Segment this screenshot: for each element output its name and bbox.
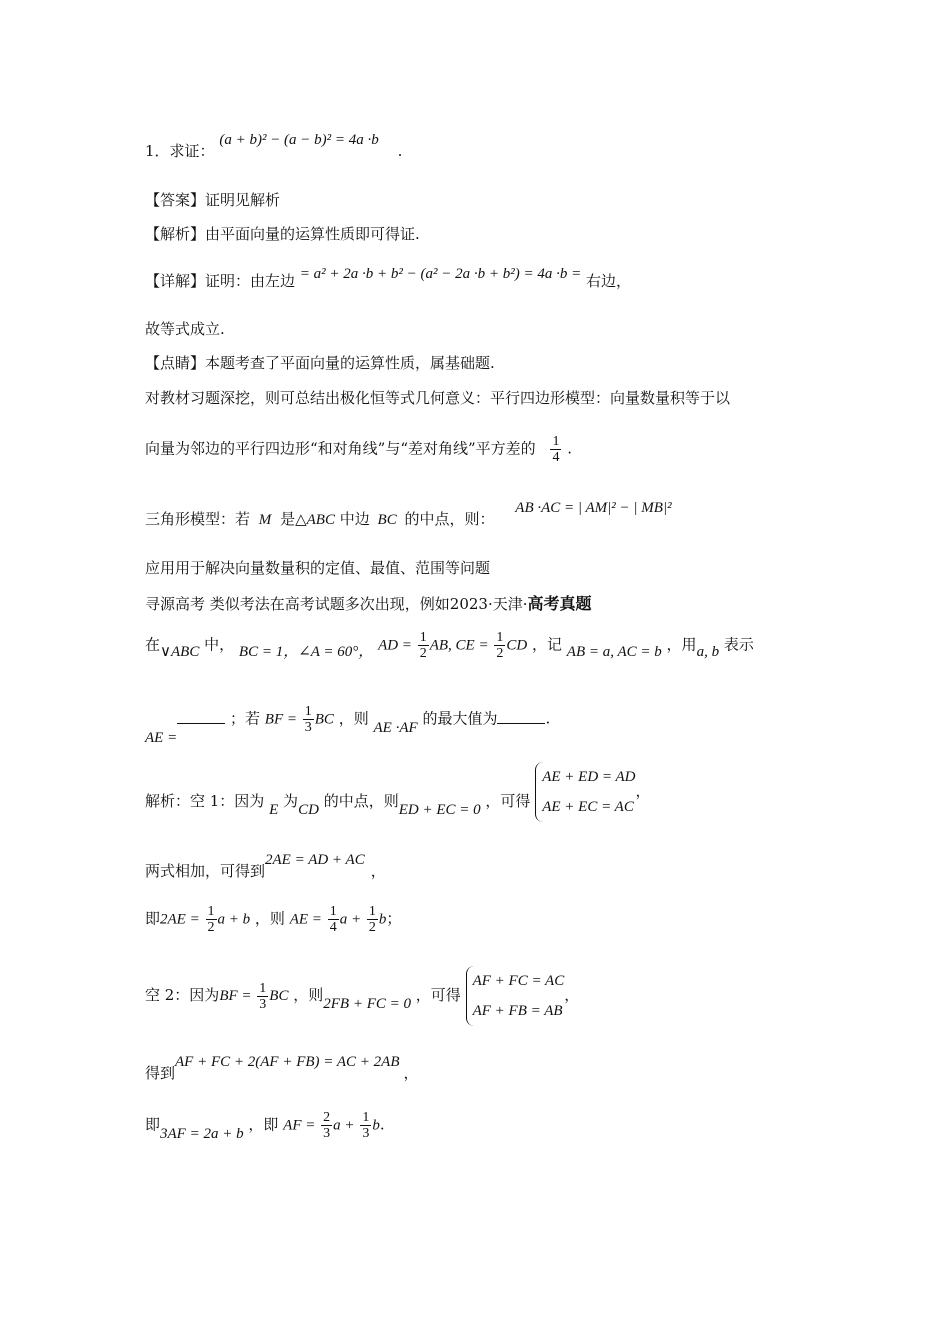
problem-t2: 中， xyxy=(204,635,235,654)
sum-equation: 2AE = AD + AC xyxy=(265,852,365,868)
final-t1: 即 xyxy=(145,1115,161,1134)
fraction-numerator: 1 xyxy=(329,904,337,919)
fraction-numerator: 1 xyxy=(419,630,427,645)
polarization-formula: AB ·AC = | AM|² − | MB|² xyxy=(515,500,672,516)
sum-t1: 两式相加，可得到 xyxy=(145,862,266,880)
sol1-t3: 的中点，则 xyxy=(323,792,399,810)
detail-line xyxy=(145,262,632,290)
given-conditions: BC = 1，∠A = 60°， xyxy=(238,643,374,660)
problem2-t2: ，则 xyxy=(338,709,369,728)
segment-cd: CD xyxy=(298,802,319,818)
eq-a-plus: a + xyxy=(339,911,362,928)
vector-ad: AD = xyxy=(378,637,412,654)
eq-3af: 3AF = 2a + b xyxy=(160,1125,244,1142)
solution-2 xyxy=(145,966,579,1026)
fraction-third-3 xyxy=(360,1110,371,1141)
eq-b-2: b xyxy=(372,1117,380,1134)
paragraph-2-text: 向量为邻边的平行四边形“和对角线”与“差对角线”平方差的 xyxy=(145,439,536,458)
dot-product: AE ·AF xyxy=(373,719,418,736)
problem2-end: . xyxy=(545,709,551,728)
triangle-text-1: 三角形模型：若 xyxy=(145,510,251,528)
sol1-t4: ，可得 xyxy=(485,792,531,810)
eq-a-plus-2: a + xyxy=(333,1117,355,1134)
fraction-third xyxy=(303,704,314,735)
fraction-denominator: 3 xyxy=(259,996,267,1012)
triangle-text-3: 中边 xyxy=(339,510,370,528)
vectors-a-b: a, b xyxy=(696,643,720,660)
fraction-denominator: 2 xyxy=(207,920,215,935)
sol1-end: ， xyxy=(635,782,651,800)
equation-system-1 xyxy=(535,762,635,822)
detail-formula: = a² + 2a ·b + b² − (a² − 2a ·b + b²) = 4a ·b = xyxy=(299,266,582,282)
question-suffix: . xyxy=(397,142,403,160)
sum-end: ， xyxy=(370,862,386,880)
fraction-half-3 xyxy=(206,904,217,935)
equation-system-2 xyxy=(466,966,565,1026)
detail-prefix: 【详解】证明：由左边 xyxy=(145,272,296,290)
paragraph-2-end: . xyxy=(567,439,573,458)
source-bold: 高考真题 xyxy=(527,594,592,613)
eq-ae: AE = xyxy=(289,911,322,928)
system-row-1: AE + ED = AD xyxy=(542,769,636,785)
paragraph-2 xyxy=(145,434,572,465)
sol2-t2: ，则 xyxy=(293,986,324,1004)
eq-af: AF = xyxy=(283,1117,316,1134)
solution-1 xyxy=(145,762,651,822)
sol1-t1: 解析：空 1：因为 xyxy=(145,792,265,810)
get-equation: AF + FC + 2(AF + FB) = AC + 2AB xyxy=(175,1054,400,1070)
vector-ae: AE = xyxy=(145,729,178,746)
equation-fb-fc: 2FB + FC = 0 xyxy=(323,996,412,1012)
ae-result-line xyxy=(145,904,401,935)
side-bc: BC xyxy=(377,512,397,528)
system-row-2: AF + FB = AB xyxy=(472,1003,563,1019)
vector-cd: CD xyxy=(506,637,528,654)
ae-t1: 即 xyxy=(145,909,161,928)
fraction-numerator: 1 xyxy=(496,630,504,645)
eq-a-plus-b: a + b xyxy=(217,911,251,928)
apply-line: 应用用于解决向量数量积的定值、最值、范围等问题 xyxy=(145,559,491,577)
fraction-denominator: 2 xyxy=(496,646,504,661)
problem-line-2 xyxy=(145,704,551,746)
problem-t3: ，记 xyxy=(532,635,563,654)
source-text: 寻源高考 类似考法在高考试题多次出现，例如2023·天津· xyxy=(145,595,528,613)
vector-bc-2: BC xyxy=(269,988,289,1004)
fraction-denominator: 3 xyxy=(304,720,312,735)
vector-bc: BC xyxy=(314,711,334,728)
fraction-numerator: 1 xyxy=(552,434,560,449)
blank-1 xyxy=(177,713,225,724)
paragraph-1: 对教材习题深挖，则可总结出极化恒等式几何意义：平行四边形模型：向量数量积等于以 xyxy=(145,389,731,407)
fraction-denominator: 2 xyxy=(419,646,427,661)
sol2-t3: ，可得 xyxy=(415,986,461,1004)
analysis-line: 【解析】由平面向量的运算性质即可得证. xyxy=(145,225,420,243)
get-end: ， xyxy=(403,1064,419,1082)
triangle-symbol: ∨ABC xyxy=(160,643,200,660)
question-formula: (a + b)² − (a − b)² = 4a ·b xyxy=(219,132,379,148)
sol2-end: ， xyxy=(564,986,580,1004)
fraction-half-4 xyxy=(367,904,378,935)
fraction-half-1 xyxy=(418,630,429,661)
fraction-denominator: 3 xyxy=(362,1126,370,1141)
problem2-t1: ；若 xyxy=(229,709,260,728)
ae-t2: ，则 xyxy=(254,909,285,928)
fraction-numerator: 1 xyxy=(207,904,215,919)
sol2-t1: 空 2：因为 xyxy=(145,986,220,1004)
point-e: E xyxy=(269,802,279,818)
system-row-2: AE + EC = AC xyxy=(542,799,634,815)
problem2-t3: 的最大值为 xyxy=(422,709,498,728)
fraction-numerator: 1 xyxy=(259,980,267,996)
fraction-denominator: 3 xyxy=(323,1126,331,1141)
fraction-numerator: 1 xyxy=(304,704,312,719)
ae-end: ； xyxy=(386,909,402,928)
fraction-denominator: 4 xyxy=(329,920,337,935)
fraction-numerator: 1 xyxy=(368,904,376,919)
triangle-abc: ABC xyxy=(306,512,335,528)
vector-bf: BF = xyxy=(264,711,297,728)
problem-t1: 在 xyxy=(145,635,161,654)
detail-suffix: 右边， xyxy=(586,272,632,290)
eq-b: b xyxy=(378,911,387,928)
fraction-numerator: 1 xyxy=(362,1110,370,1125)
fraction-quarter xyxy=(550,434,561,465)
problem-t5: 表示 xyxy=(723,635,754,654)
system-row-1: AF + FC = AC xyxy=(472,973,565,989)
answer-line: 【答案】证明见解析 xyxy=(145,191,281,209)
triangle-text-2: 是△ xyxy=(280,510,307,528)
question-1 xyxy=(145,128,403,160)
get-t1: 得到 xyxy=(145,1064,176,1082)
question-prefix: 1．求证： xyxy=(145,142,215,160)
sol1-t2: 为 xyxy=(283,792,299,810)
point-m: M xyxy=(258,512,272,528)
equation-ed-ec: ED + EC = 0 xyxy=(398,802,481,818)
fraction-third-2 xyxy=(257,981,268,1012)
vector-ab-ce: AB, CE = xyxy=(429,637,489,654)
final-t2: ，即 xyxy=(248,1115,279,1134)
vector-definition: AB = a, AC = b xyxy=(566,643,662,660)
blank-2 xyxy=(497,713,545,724)
get-line xyxy=(145,1050,419,1082)
problem-line xyxy=(145,630,754,661)
fraction-quarter-2 xyxy=(328,904,339,935)
triangle-model xyxy=(145,496,672,528)
source-line xyxy=(145,591,592,614)
fraction-numerator: 2 xyxy=(323,1110,331,1125)
fraction-denominator: 4 xyxy=(552,450,560,465)
vector-bf-2: BF = xyxy=(219,988,252,1004)
triangle-text-4: 的中点，则： xyxy=(404,510,495,528)
final-end: . xyxy=(379,1115,385,1134)
problem-t4: ，用 xyxy=(666,635,697,654)
sum-line xyxy=(145,848,386,880)
fraction-denominator: 2 xyxy=(368,920,376,935)
final-line xyxy=(145,1110,385,1141)
fraction-half-2 xyxy=(494,630,505,661)
comment-line: 【点睛】本题考查了平面向量的运算性质，属基础题. xyxy=(145,354,495,372)
eq-2ae: 2AE = xyxy=(160,911,200,928)
fraction-two-thirds xyxy=(321,1110,332,1141)
conclusion-line: 故等式成立. xyxy=(145,320,225,338)
